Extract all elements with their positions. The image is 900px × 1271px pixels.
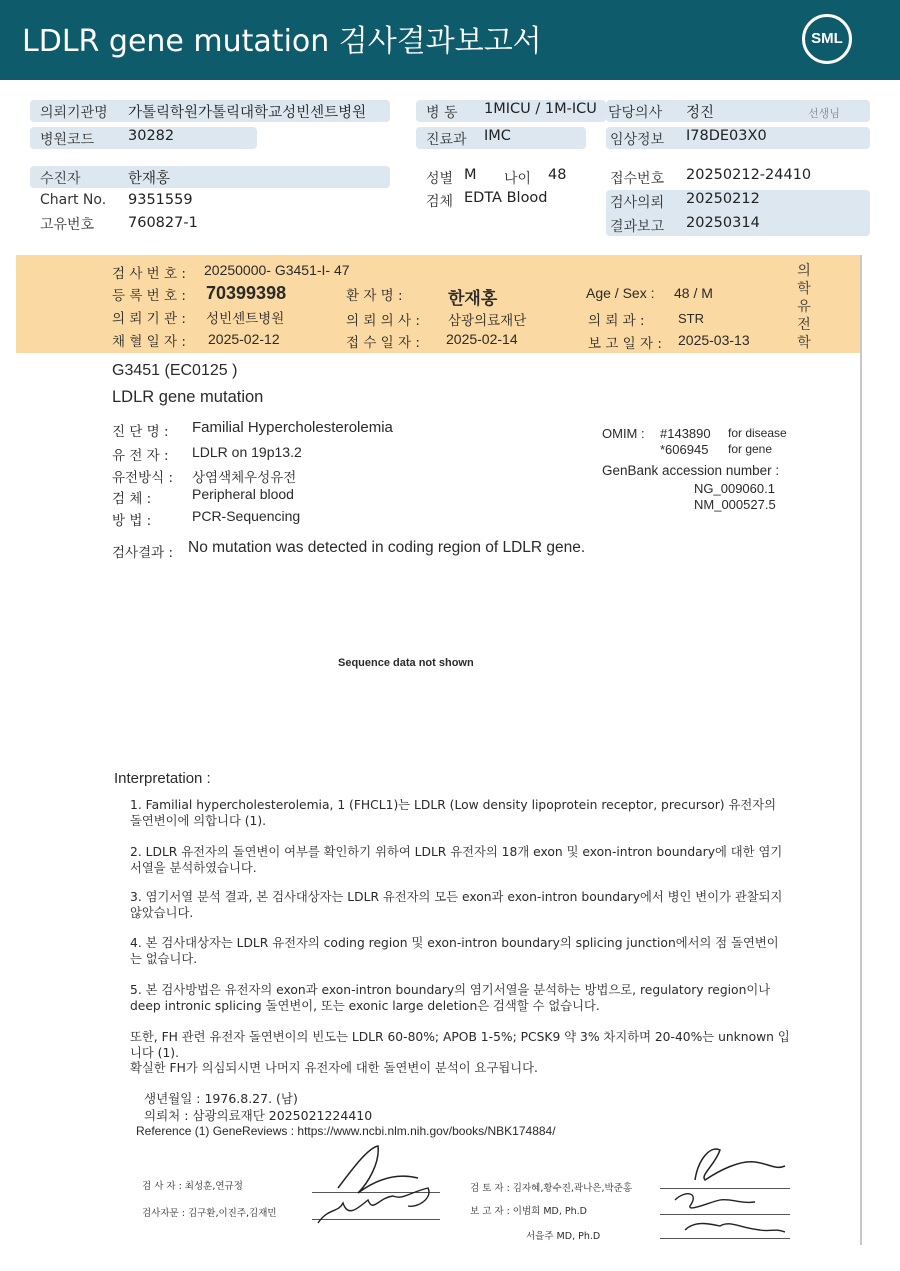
age-value: 48 (548, 167, 567, 183)
patient-value: 한재홍 (128, 171, 171, 187)
department-label: 진료과 (426, 132, 467, 148)
draw-date-label: 채 혈 일 자 : (112, 334, 186, 350)
receipt-value: 20250212-24410 (686, 167, 812, 183)
age-label: 나이 (504, 171, 532, 187)
logo-text: SML (811, 30, 843, 47)
interpretation-item-1: 1. Familial hypercholesterolemia, 1 (FHCL1)는 LDLR (Low density lipoprotein receptor, precursor) 유전자의 돌연변이에 의합니다 (1). (130, 798, 777, 828)
institution-label: 의뢰기관명 (40, 105, 108, 121)
interpretation-item-5: 5. 본 검사방법은 유전자의 exon과 exon-intron boundary의 염기서열을 분석하는 방법으로, regulatory region이나 deep intronic splicing 돌연변이, 또는 exonic large deletion은 검색할 수 없습니다. (130, 983, 771, 1013)
result-value: No mutation was detected in coding region of LDLR gene. (188, 539, 586, 556)
department-value: IMC (484, 128, 511, 144)
omim-disease-note: for disease (728, 426, 787, 440)
method-label: 방 법 : (112, 513, 152, 529)
interpretation-title: Interpretation : (114, 770, 211, 787)
patient-label: 수진자 (40, 171, 81, 187)
test-no-label: 검 사 번 호 : (112, 266, 186, 282)
chart-label: Chart No. (40, 192, 107, 208)
report-date-label: 보 고 일 자 : (588, 336, 662, 352)
omim-gene: *606945 (660, 442, 709, 457)
omim-label: OMIM : (602, 426, 645, 441)
interpretation-item-6b: 확실한 FH가 의심되시면 나머지 유전자에 대한 돌연변이 분석이 요구됩니다. (130, 1061, 538, 1075)
reviewer-line: 검 토 자 : 김자혜,황수진,곽나은,박준홍 (470, 1183, 632, 1194)
gene-label: 유 전 자 : (112, 448, 169, 464)
report-border (860, 255, 862, 1245)
department-vertical-text: 의 학 유 전 학 (797, 263, 811, 351)
page-title: LDLR gene mutation 검사결과보고서 (22, 24, 542, 59)
request-label: 검사의뢰 (610, 195, 665, 211)
advisor-line: 검사자문 : 김구환,이진주,김재민 (142, 1208, 277, 1219)
doctor-value: 정진 (686, 105, 715, 121)
omim-disease: #143890 (660, 426, 711, 441)
ward-label: 병 동 (426, 105, 458, 121)
info-band (30, 166, 390, 188)
examiner-line: 검 사 자 : 최성훈,연규정 (142, 1181, 243, 1192)
genbank-nm: NM_000527.5 (694, 497, 776, 512)
ward-value: 1MICU / 1M-ICU (484, 101, 597, 117)
test-no-value: 20250000- G3451-I- 47 (204, 262, 350, 278)
clinical-value: I78DE03X0 (686, 128, 767, 144)
reporter-line: 보 고 자 : 이범희 MD, Ph.D (470, 1206, 587, 1217)
inst-value: 성빈센트병원 (206, 311, 285, 327)
patient-name-label: 환 자 명 : (346, 288, 403, 304)
reg-no-label: 등 록 번 호 : (112, 288, 186, 304)
interpretation-item-4: 4. 본 검사대상자는 LDLR 유전자의 coding region 및 exon-intron boundary의 splicing junction에서의 점 돌연변이는 없습니다. (130, 936, 779, 966)
id-label: 고유번호 (40, 217, 95, 233)
sex-value: M (464, 167, 477, 183)
inheritance-label: 유전방식 : (112, 470, 174, 486)
request-value: 20250212 (686, 191, 760, 207)
req-doctor-value: 삼광의료재단 (448, 313, 527, 329)
reg-no-value: 70399398 (206, 283, 287, 303)
clinical-label: 임상정보 (610, 132, 665, 148)
specimen-type-value: Peripheral blood (192, 486, 294, 502)
chart-value: 9351559 (128, 192, 193, 208)
inst-label: 의 뢰 기 관 : (112, 311, 186, 327)
header-bar (0, 0, 900, 80)
birth-date: 생년월일 : 1976.8.27. (남) (144, 1091, 298, 1106)
sequence-note: Sequence data not shown (338, 657, 474, 669)
test-name: LDLR gene mutation (112, 388, 264, 406)
hospital-code-label: 병원코드 (40, 132, 95, 148)
result-date-value: 20250314 (686, 215, 760, 231)
patient-name-value: 한재홍 (448, 289, 498, 309)
genbank-label: GenBank accession number : (602, 463, 780, 478)
reference-line: Reference (1) GeneReviews : https://www.ncbi.nlm.nih.gov/books/NBK174884/ (136, 1124, 556, 1138)
specimen-type-label: 검 체 : (112, 491, 152, 507)
requester-line: 의뢰처 : 삼광의료재단 2025021224410 (144, 1108, 373, 1123)
specimen-label: 검체 (426, 194, 454, 210)
specimen-value: EDTA Blood (464, 190, 548, 206)
result-date-label: 결과보고 (610, 219, 665, 235)
test-code: G3451 (EC0125 ) (112, 362, 238, 379)
reviewer-signature (660, 1140, 790, 1244)
method-value: PCR-Sequencing (192, 508, 301, 524)
interpretation-item-6a: 또한, FH 관련 유전자 돌연변이의 빈도는 LDLR 60-80%; APOB 1-5%; PCSK9 약 3% 차지하며 20-40%는 unknown 입니다 (1). (130, 1030, 790, 1060)
id-value: 760827-1 (128, 215, 198, 231)
institution-value: 가톨릭학원가톨릭대학교성빈센트병원 (128, 105, 367, 121)
sex-label: 성별 (426, 171, 454, 187)
draw-date-value: 2025-02-12 (208, 331, 280, 347)
interpretation-item-2: 2. LDLR 유전자의 돌연변이 여부를 확인하기 위하여 LDLR 유전자의 18개 exon 및 exon-intron boundary에 대한 염기서열을 분석하였습니다. (130, 845, 783, 875)
reporter-line-2: 서을주 MD, Ph.D (526, 1231, 601, 1242)
dept-value: STR (678, 311, 704, 326)
receive-date-label: 접 수 일 자 : (346, 335, 420, 351)
result-label: 검사결과 : (112, 545, 174, 561)
doctor-label: 담당의사 (608, 105, 663, 121)
inheritance-value: 상염색체우성유전 (192, 470, 297, 486)
omim-gene-note: for gene (728, 442, 773, 456)
dept-label: 의 뢰 과 : (588, 313, 645, 329)
req-doctor-label: 의 뢰 의 사 : (346, 313, 420, 329)
age-sex-label: Age / Sex : (586, 285, 655, 301)
diagnosis-value: Familial Hypercholesterolemia (192, 419, 393, 436)
genbank-ng: NG_009060.1 (694, 481, 775, 496)
diagnosis-label: 진 단 명 : (112, 424, 169, 440)
report-date-value: 2025-03-13 (678, 332, 750, 348)
age-sex-value: 48 / M (674, 285, 713, 301)
examiner-signature (308, 1138, 448, 1230)
hospital-code-value: 30282 (128, 128, 175, 144)
receipt-label: 접수번호 (610, 171, 665, 187)
sml-logo (802, 14, 852, 64)
doctor-suffix: 선생님 (808, 107, 840, 120)
receive-date-value: 2025-02-14 (446, 331, 518, 347)
gene-value: LDLR on 19p13.2 (192, 444, 302, 460)
interpretation-item-3: 3. 염기서열 분석 결과, 본 검사대상자는 LDLR 유전자의 모든 exon과 exon-intron boundary에서 병인 변이가 관찰되지 않았습니다. (130, 890, 783, 920)
